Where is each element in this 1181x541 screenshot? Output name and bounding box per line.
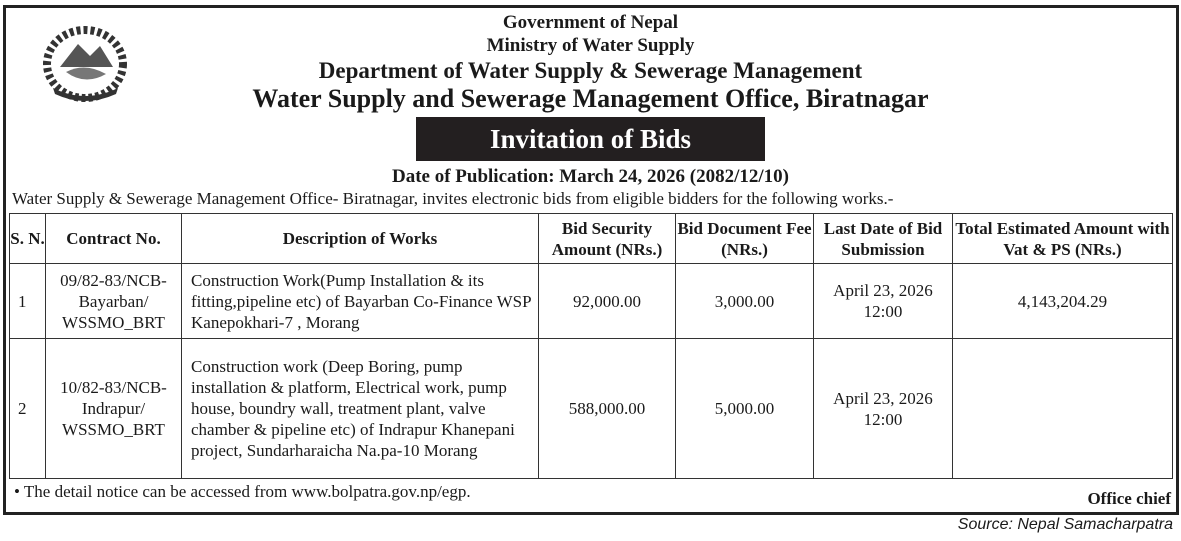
table-row bbox=[10, 339, 1173, 479]
department-heading: Department of Water Supply & Sewerage Management bbox=[318, 58, 863, 83]
table-row bbox=[10, 264, 1173, 339]
last-date: April 23, 2026 12:00 bbox=[814, 339, 953, 479]
col-total: Total Estimated Amount with Vat & PS (NRs.) bbox=[953, 214, 1173, 264]
col-security: Bid Security Amount (NRs.) bbox=[539, 214, 676, 264]
col-sn: S. N. bbox=[10, 214, 46, 264]
col-date: Last Date of Bid Submission bbox=[814, 214, 953, 264]
gov-heading: Government of Nepal bbox=[502, 12, 679, 33]
publication-date: Date of Publication: March 24, 2026 (2082/12/10) bbox=[391, 166, 790, 187]
total-amount: 4,143,204.29 bbox=[953, 264, 1173, 339]
sn: 1 bbox=[10, 264, 46, 339]
sn: 2 bbox=[10, 339, 46, 479]
contract-no: 10/82-83/NCB-Indrapur/ WSSMO_BRT bbox=[46, 339, 182, 479]
col-description: Description of Works bbox=[182, 214, 539, 264]
table-header-row bbox=[10, 214, 1173, 264]
description: Construction Work(Pump Installation & its fitting,pipeline etc) of Bayarban Co-Finance WSP Kanepokhari-7 , Morang bbox=[182, 264, 539, 339]
intro-text: Water Supply & Sewerage Management Office- Biratnagar, invites electronic bids from eligible bidders for the following works.- bbox=[12, 189, 894, 208]
ministry-heading: Ministry of Water Supply bbox=[486, 35, 695, 56]
col-contract: Contract No. bbox=[46, 214, 182, 264]
notice-title: Invitation of Bids bbox=[416, 117, 765, 161]
col-fee: Bid Document Fee (NRs.) bbox=[676, 214, 814, 264]
total-amount bbox=[953, 339, 1173, 479]
bids-table bbox=[9, 213, 1173, 479]
description: Construction work (Deep Boring, pump installation & platform, Electrical work, pump house, boundry wall, treatment plant, valve chamber & pipeline etc) of Indrapur Khanepani project, Sundarharaicha Na.pa-10 Morang bbox=[182, 339, 539, 479]
detail-note: • The detail notice can be accessed from www.bolpatra.gov.np/egp. bbox=[14, 482, 471, 501]
bid-security: 588,000.00 bbox=[539, 339, 676, 479]
signatory: Office chief bbox=[1087, 489, 1171, 508]
contract-no: 09/82-83/NCB-Bayarban/ WSSMO_BRT bbox=[46, 264, 182, 339]
bid-security: 92,000.00 bbox=[539, 264, 676, 339]
doc-fee: 5,000.00 bbox=[676, 339, 814, 479]
doc-fee: 3,000.00 bbox=[676, 264, 814, 339]
office-heading: Water Supply and Sewerage Management Office, Biratnagar bbox=[252, 84, 929, 113]
last-date: April 23, 2026 12:00 bbox=[814, 264, 953, 339]
source-credit: Source: Nepal Samacharpatra bbox=[957, 516, 1173, 533]
